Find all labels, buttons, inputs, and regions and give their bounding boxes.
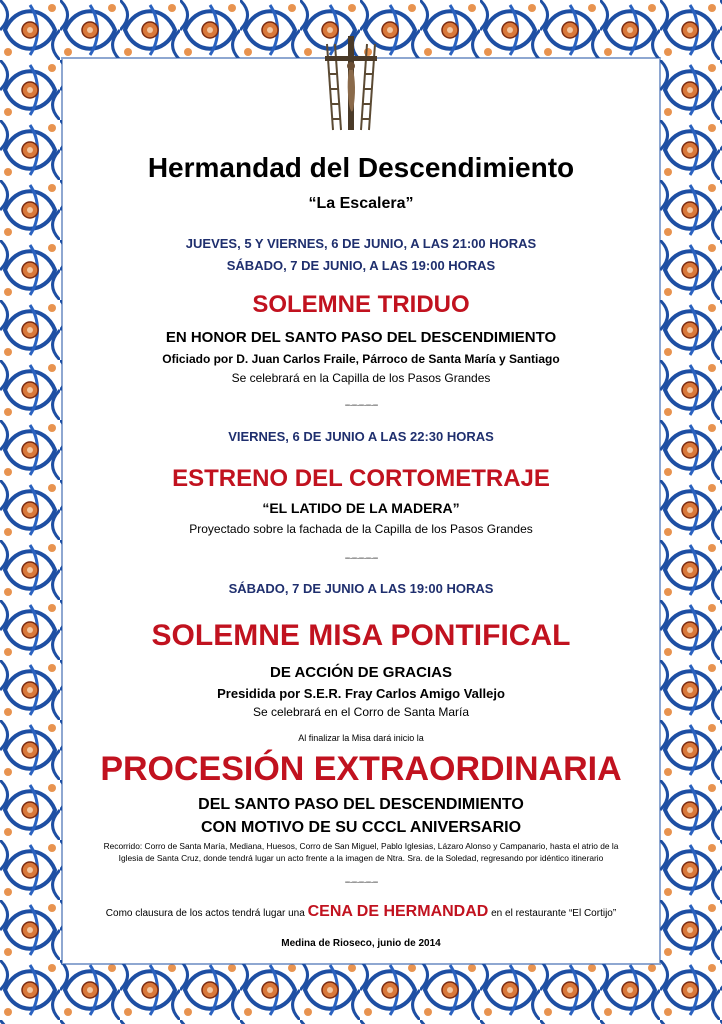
estreno-heading: ESTRENO DEL CORTOMETRAJE (172, 465, 550, 492)
cena-pre: Como clausura de los actos tendrá lugar una (105, 908, 305, 919)
procesion-route-1: Recorrido: Corro de Santa María, Mediana, Huesos, Corro de San Miguel, Pablo Iglesias, Lázaro Alonso y Campanario, hasta el atrio de la (103, 841, 619, 851)
footer-date: Medina de Rioseco, junio de 2014 (281, 938, 441, 949)
misa-line-2: Presidida por S.E.R. Fray Carlos Amigo Vallejo (217, 686, 505, 701)
page-title: Hermandad del Descendimiento (147, 152, 575, 183)
triduo-line-1: EN HONOR DEL SANTO PASO DEL DESCENDIMIENTO (165, 329, 557, 346)
separator-2: --·--·--·--·-- (344, 553, 378, 564)
separator-3: --·--·--·--·-- (344, 877, 378, 888)
cena-post: en el restaurante “El Cortijo” (491, 908, 617, 919)
procesion-line-2: CON MOTIVO DE SU CCCL ANIVERSARIO (200, 819, 522, 836)
procesion-route-2: Iglesia de Santa Cruz, donde tendrá lugar un acto frente a la imagen de Ntra. Sra. de la Soledad, regresando por idéntico itinerario (118, 853, 604, 863)
misa-line-1: DE ACCIÓN DE GRACIAS (270, 664, 452, 681)
cena-highlight: CENA DE HERMANDAD (307, 903, 489, 920)
estreno-line-2: Proyectado sobre la fachada de la Capilla de los Pasos Grandes (189, 522, 533, 536)
misa-heading: SOLEMNE MISA PONTIFICAL (151, 619, 571, 652)
triduo-heading: SOLEMNE TRIDUO (252, 291, 470, 318)
separator-1: --·--·--·--·-- (344, 400, 378, 411)
subtitle: “La Escalera” (308, 195, 414, 212)
estreno-line-1: “EL LATIDO DE LA MADERA” (262, 500, 460, 516)
procesion-intro: Al finalizar la Misa dará inicio la (298, 733, 424, 743)
procesion-line-1: DEL SANTO PASO DEL DESCENDIMIENTO (198, 796, 524, 813)
poster-content (70, 0, 652, 1024)
procesion-heading: PROCESIÓN EXTRAORDINARIA (100, 750, 622, 788)
triduo-line-3: Se celebrará en la Capilla de los Pasos Grandes (231, 371, 491, 385)
cena-line (70, 903, 652, 921)
triduo-line-2: Oficiado por D. Juan Carlos Fraile, Párroco de Santa María y Santiago (162, 352, 560, 366)
triduo-date-1: JUEVES, 5 Y VIERNES, 6 DE JUNIO, A LAS 21:00 HORAS (185, 236, 537, 251)
estreno-date: VIERNES, 6 DE JUNIO A LAS 22:30 HORAS (228, 429, 494, 444)
triduo-date-2: SÁBADO, 7 DE JUNIO, A LAS 19:00 HORAS (226, 258, 496, 273)
misa-date: SÁBADO, 7 DE JUNIO A LAS 19:00 HORAS (228, 581, 494, 596)
misa-line-3: Se celebrará en el Corro de Santa María (252, 705, 470, 719)
